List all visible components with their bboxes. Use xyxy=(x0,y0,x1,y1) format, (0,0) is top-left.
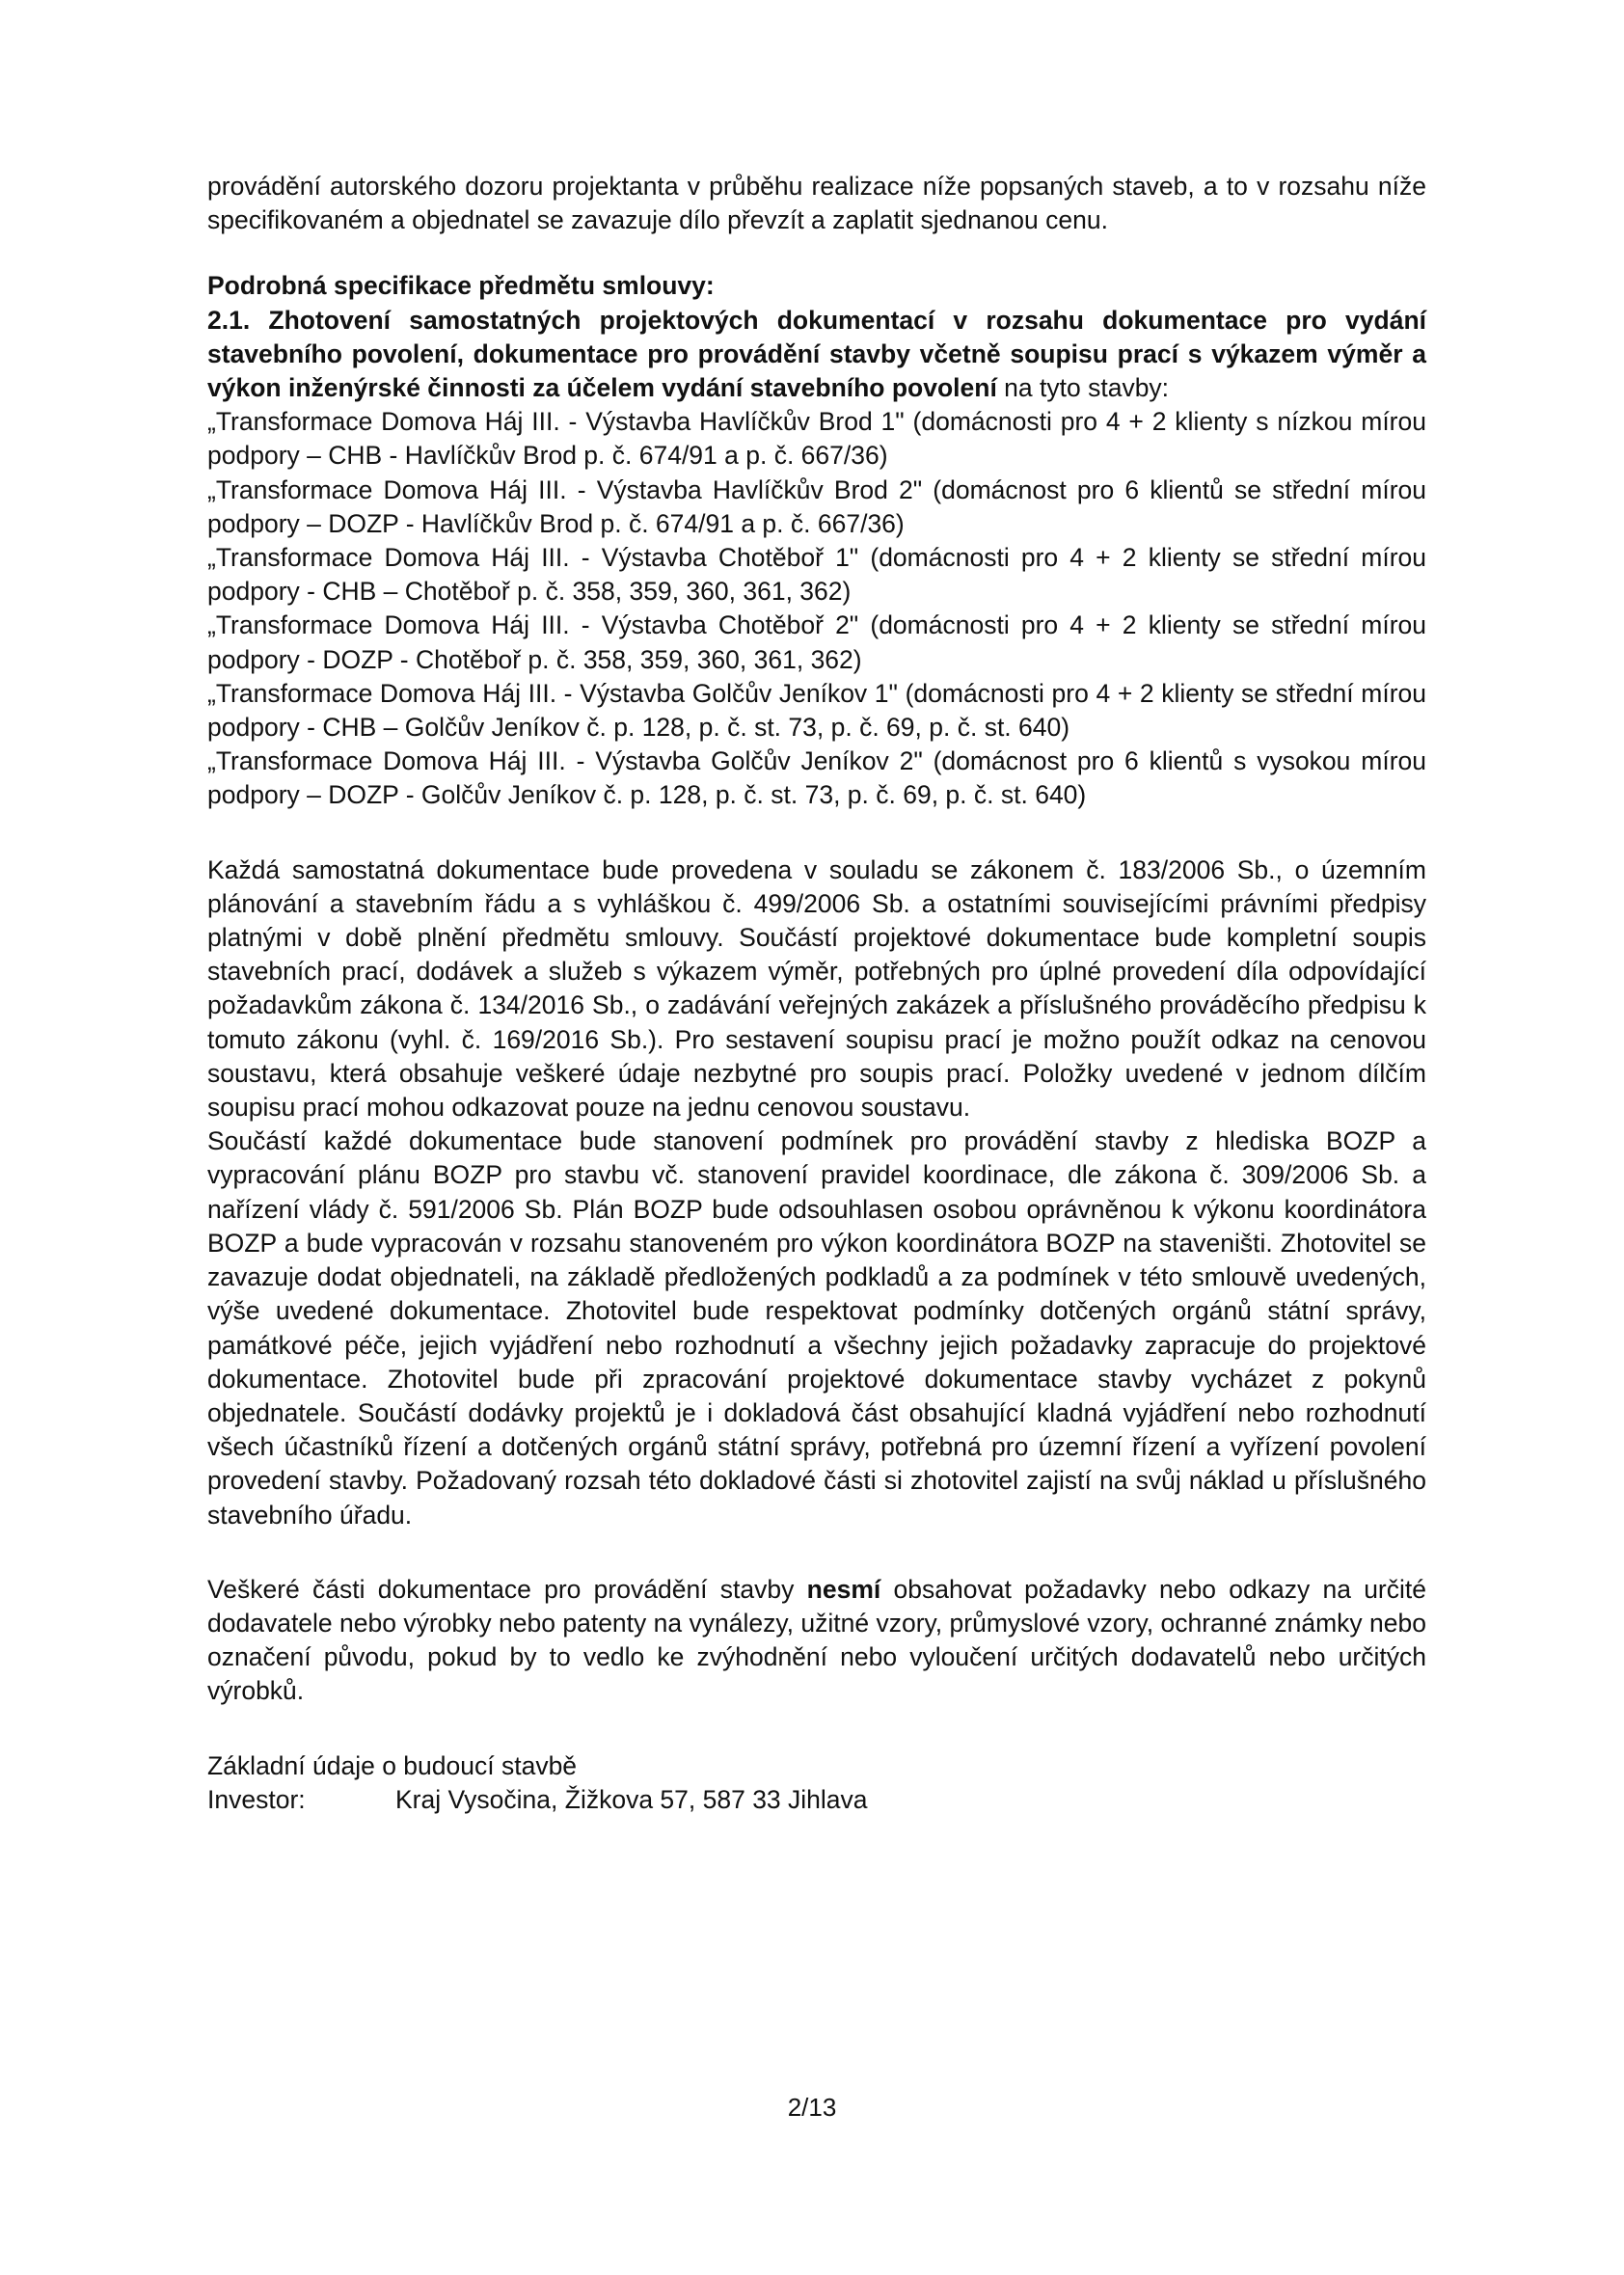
paragraph-nesmi-bold: nesmí xyxy=(806,1574,881,1604)
building-item-6: „Transformace Domova Háj III. - Výstavba Golčův Jeníkov 2" (domácnost pro 6 klientů s vysokou mírou podpory – DOZP - Golčův Jeníkov č. p. 128, p. č. st. 73, p. č. 69, p. č. st. 640) xyxy=(207,746,1426,810)
paragraph-bozp: Součástí každé dokumentace bude stanovení podmínek pro provádění stavby z hlediska BOZP a vypracování plánu BOZP pro stavbu vč. stanovení pravidel koordinace, dle zákona č. 309/2006 Sb. a nařízení vlády č. 591/2006 Sb. Plán BOZP bude odsouhlasen osobou oprávněnou k výkonu koordinátora BOZP a bude vypracován v rozsahu stanoveném pro výkon koordinátora BOZP na staveništi. Zhotovitel se zavazuje dodat objednateli, na základě předložených podkladů a za podmínek v této smlouvě uvedených, výše uvedené dokumentace. Zhotovitel bude respektovat podmínky dotčených orgánů státní správy, památkové péče, jejich vyjádření nebo rozhodnutí a všechny jejich požadavky zapracuje do projektové dokumentace. Zhotovitel bude při zpracování projektové dokumentace stavby vycházet z pokynů objednatele. Součástí dodávky projektů je i dokladová část obsahující kladná vyjádření nebo rozhodnutí všech účastníků řízení a dotčených orgánů státní správy, potřebná pro územní řízení a vyřízení povolení provedení stavby. Požadovaný rozsah této dokladové části si zhotovitel zajistí na svůj náklad u příslušného stavebního úřadu. xyxy=(207,1126,1426,1530)
building-item-1: „Transformace Domova Háj III. - Výstavba Havlíčkův Brod 1" (domácnosti pro 4 + 2 klienty s nízkou mírou podpory – CHB - Havlíčkův Brod p. č. 674/91 a p. č. 667/36) xyxy=(207,407,1426,471)
section-2-1 xyxy=(207,304,1426,406)
section-heading: Podrobná specifikace předmětu smlouvy: xyxy=(207,271,715,301)
basic-info-title: Základní údaje o budoucí stavbě xyxy=(207,1750,578,1780)
building-item-5: „Transformace Domova Háj III. - Výstavba Golčův Jeníkov 1" (domácnosti pro 4 + 2 klienty se střední mírou podpory - CHB – Golčův Jeníkov č. p. 128, p. č. st. 73, p. č. 69, p. č. st. 640) xyxy=(207,678,1426,743)
paragraph-each-documentation: Každá samostatná dokumentace bude provedena v souladu se zákonem č. 183/2006 Sb., o územním plánování a stavebním řádu a s vyhláškou č. 499/2006 Sb. a ostatními souvisejícími právními předpisy platnými v době plnění předmětu smlouvy. Součástí projektové dokumentace bude kompletní soupis stavebních prací, dodávek a služeb s výkazem výměr, potřebných pro úplné provedení díla odpovídající požadavkům zákona č. 134/2016 Sb., o zadávání veřejných zakázek a příslušného prováděcího předpisu k tomuto zákonu (vyhl. č. 169/2016 Sb.). Pro sestavení soupisu prací je možno použít odkaz na cenovou soustavu, která obsahuje veškeré údaje nezbytné pro soupis prací. Položky uvedené v jednom dílčím soupisu prací mohou odkazovat pouze na jednu cenovou soustavu. xyxy=(207,854,1426,1123)
investor-label: Investor: xyxy=(207,1784,306,1814)
building-item-2: „Transformace Domova Háj III. - Výstavba Havlíčkův Brod 2" (domácnost pro 6 klientů se střední mírou podpory – DOZP - Havlíčkův Brod p. č. 674/91 a p. č. 667/36) xyxy=(207,474,1426,538)
investor-line xyxy=(207,1783,1426,1817)
section-2-1-bold: 2.1. Zhotovení samostatných projektových dokumentací v rozsahu dokumentace pro vydání stavebního povolení, dokumentace pro provádění stavby včetně soupisu prací s výkazem výměr a výkon inženýrské činnosti za účelem vydání stavebního povolení xyxy=(207,305,1426,403)
intro-paragraph: provádění autorského dozoru projektanta v průběhu realizace níže popsaných staveb, a to v rozsahu níže specifikovaném a objednatel se zavazuje dílo převzít a zaplatit sjednanou cenu. xyxy=(207,172,1426,235)
page-number: 2/13 xyxy=(787,2093,837,2122)
building-item-3: „Transformace Domova Háj III. - Výstavba Chotěboř 1" (domácnosti pro 4 + 2 klienty se střední mírou podpory - CHB – Chotěboř p. č. 358, 359, 360, 361, 362) xyxy=(207,543,1426,607)
paragraph-nesmi-after: obsahovat požadavky nebo odkazy na určité dodavatele nebo výrobky nebo patenty na vynálezy, užitné vzory, průmyslové vzory, ochranné známky nebo označení původu, pokud by to vedlo ke zvýhodnění nebo vyloučení určitých dodavatelů nebo určitých výrobků. xyxy=(207,1574,1426,1706)
document-page xyxy=(207,170,1426,1817)
section-2-1-normal: na tyto stavby: xyxy=(996,373,1170,403)
paragraph-nesmi-before: Veškeré části dokumentace pro provádění stavby xyxy=(207,1574,807,1604)
paragraph-nesmi xyxy=(207,1573,1426,1709)
investor-value: Kraj Vysočina, Žižkova 57, 587 33 Jihlava xyxy=(395,1784,868,1814)
building-item-4: „Transformace Domova Háj III. - Výstavba Chotěboř 2" (domácnosti pro 4 + 2 klienty se střední mírou podpory - DOZP - Chotěboř p. č. 358, 359, 360, 361, 362) xyxy=(207,610,1426,674)
